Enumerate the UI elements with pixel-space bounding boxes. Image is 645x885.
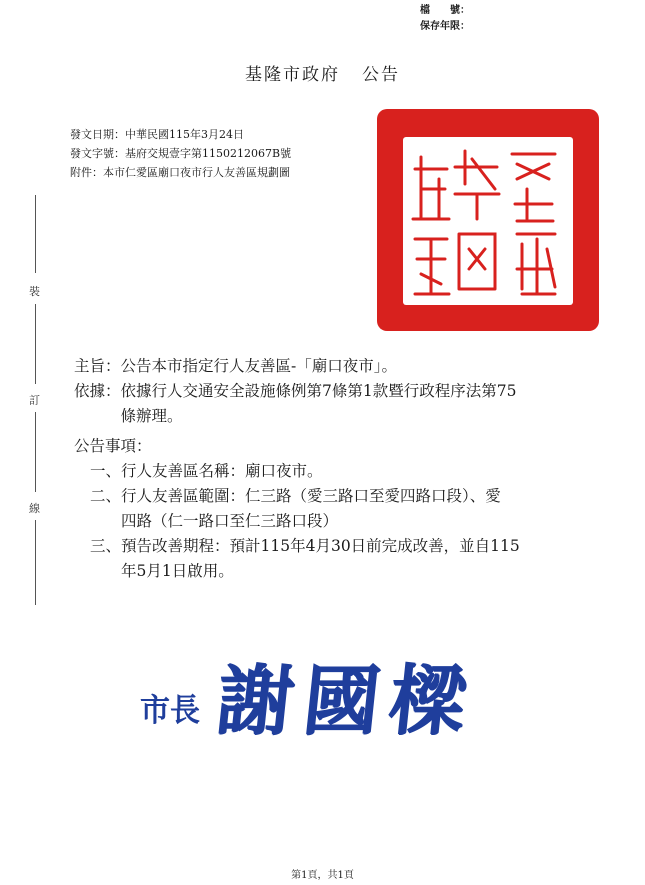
retention-label: 保存年限：: [420, 21, 470, 32]
basis-label: 依據：: [74, 382, 121, 400]
item-text-line-2: 四路（仁一路口至仁三路口段）: [121, 512, 339, 530]
list-item: [90, 484, 594, 534]
retention-row: [420, 19, 470, 35]
binding-char-ding: 訂: [29, 394, 40, 407]
binding-char-zhuang: 裝: [29, 285, 40, 298]
list-item: [90, 534, 594, 584]
basis-text-line-1: 依據行人交通安全設施條例第7條第1款暨行政程序法第75: [120, 382, 517, 400]
item-number: 二、: [90, 487, 122, 505]
seal-glyphs-icon: [377, 109, 599, 331]
subject-label: 主旨：: [74, 357, 121, 375]
document-number: 發文字號：基府交規壹字第1150212067B號: [70, 147, 292, 160]
list-item: [90, 459, 594, 484]
document-type: 公告: [362, 65, 400, 85]
items-heading: 公告事項：: [74, 437, 152, 455]
binding-line-segment: [35, 304, 36, 384]
basis-line: [74, 379, 594, 429]
item-text-line-1: 行人友善區範圍：仁三路（愛三路口至愛四路口段）、愛: [121, 487, 501, 505]
subject-text: 公告本市指定行人友善區-「廟口夜市」。: [120, 357, 398, 375]
page-number: 第1頁，共1頁: [291, 870, 354, 881]
binding-char-xian: 線: [29, 502, 40, 515]
binding-line-segment: [35, 520, 36, 605]
item-text: 行人友善區名稱：廟口夜市。: [121, 462, 323, 480]
announcement-body: [74, 354, 594, 584]
binding-line-segment: [35, 195, 36, 273]
binding-line-segment: [35, 412, 36, 492]
file-number-row: [420, 3, 470, 19]
subject-line: [74, 354, 594, 379]
issue-date: 發文日期：中華民國115年3月24日: [70, 128, 244, 141]
issuing-organization: 基隆市政府: [245, 65, 340, 85]
signer-title: 市長: [140, 692, 200, 730]
basis-text-line-2: 條辦理。: [120, 407, 183, 425]
file-meta: [420, 3, 470, 35]
document-title: [0, 60, 645, 85]
signer-name: 謝國樑: [212, 656, 481, 745]
mayor-signature-stamp: [140, 640, 481, 749]
item-number: 一、: [90, 462, 122, 480]
attachment-line: 附件：本市仁愛區廟口夜市行人友善區規劃圖: [70, 166, 290, 179]
file-number-label: 檔 號：: [420, 5, 470, 16]
official-seal-stamp: [377, 109, 599, 331]
item-text-line-2: 年5月1日啟用。: [121, 562, 234, 580]
item-text-line-1: 預告改善期程：預計115年4月30日前完成改善，並自115: [121, 537, 520, 555]
document-meta: [70, 125, 291, 182]
item-number: 三、: [90, 537, 122, 555]
